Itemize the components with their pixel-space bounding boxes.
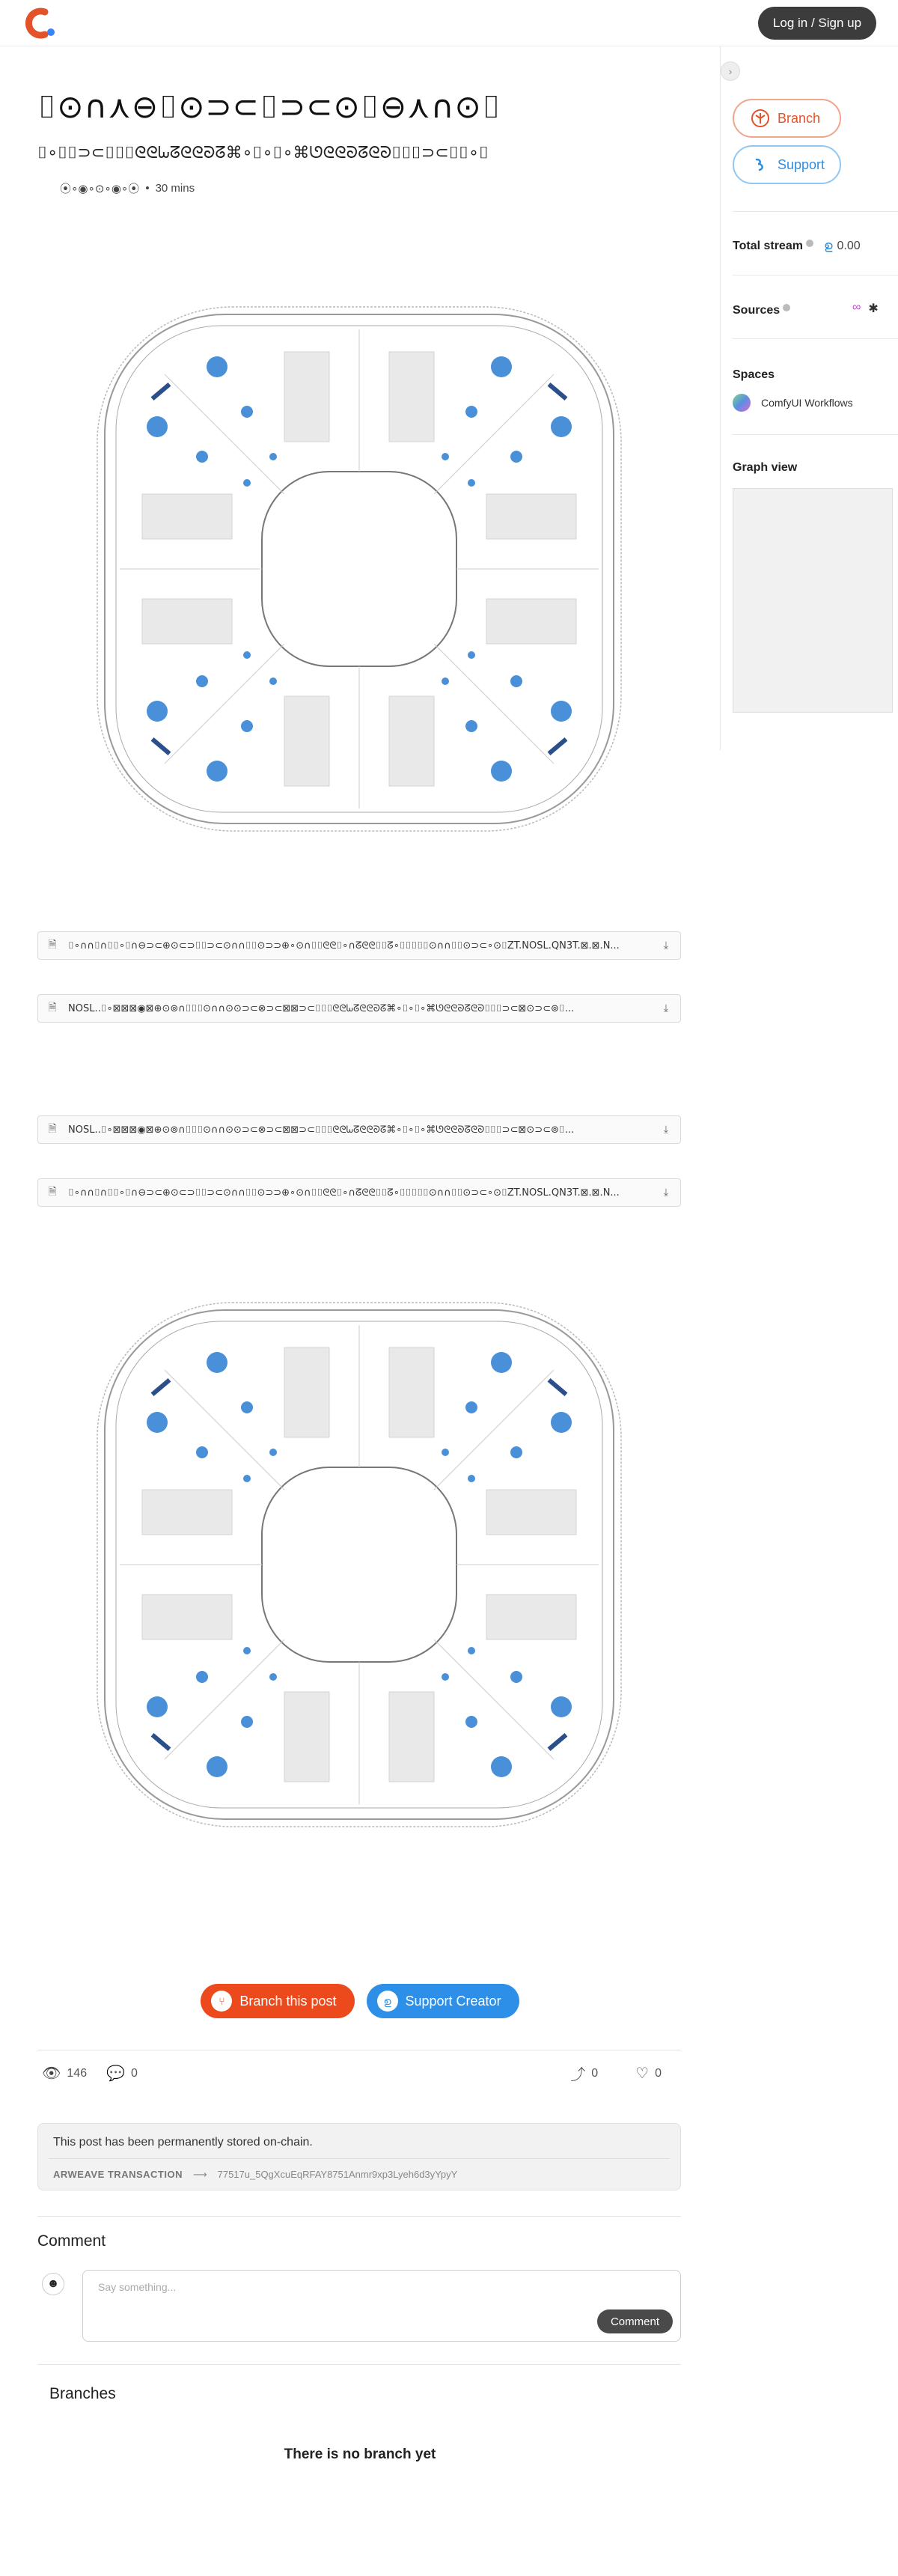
share-stat[interactable]: [570, 2062, 598, 2084]
divider: [37, 2364, 681, 2365]
sources-label: [733, 304, 790, 317]
file-icon: 🗎: [48, 1186, 57, 1198]
like-stat[interactable]: [635, 2062, 662, 2084]
divider: [37, 2216, 681, 2217]
file-name: ⌷∘∩∩⌷∩⌷⌷∘⌷∩⊖⊃⊂⊕⊙⊂⊃⌷⌷⊃⊂⊙∩∩⌷⌷⊙⊃⊃⊕∘⊙∩⌷⌷ᘓᘓ⌷∘∩ᘔᘓᘓ⌷⌷ᘔ∘⌷⌷⌷⌷⌷⊙∩∩⌷⌷⊙⊃⊂∘⊙⌷ZT.NOSL.QN3T.⊠.⊠.N...: [68, 940, 620, 951]
file-attachment[interactable]: [37, 931, 681, 960]
collapse-sidebar-icon[interactable]: ›: [721, 61, 740, 81]
comment-heading: Comment: [37, 2232, 106, 2250]
comment-submit-button[interactable]: Comment: [597, 2309, 673, 2333]
share-icon: ⤴: [570, 2067, 586, 2083]
post-image: [75, 284, 644, 853]
support-icon: ഉ: [377, 1991, 398, 2012]
divider: [733, 434, 898, 435]
file-attachment[interactable]: [37, 1178, 681, 1207]
file-name: NOSL..⌷∘⊠⊠⊠◉⊠⊕⊙⊚∩⌷⌷⌷⊙∩∩⊙⊙⊃⊂⊗⊃⊂⊠⊠⊃⊂⌷⌷⌷ᘓᘓᘈᘔᘓᘓᘐᘔ⌘∘⌷∘⌷∘⌘ᘎᘓᘓᘐᘔᘓᘐ⌷⌷⌷⊃⊂⊠⊙⊃⊂⊚⌷...: [68, 1002, 575, 1014]
source-icons: [852, 301, 879, 316]
file-icon: 🗎: [48, 939, 57, 951]
logo-icon[interactable]: [22, 7, 57, 39]
arrow-icon: ⟶: [192, 2169, 207, 2180]
transaction-id-link[interactable]: 77517u_5QgXcuEqRFAY8751Anmr9xp3Lyeh6d3yYpyY: [217, 2169, 458, 2180]
divider: [733, 338, 898, 339]
comment-placeholder: Say something...: [98, 2281, 177, 2293]
support-creator-label: Support Creator: [405, 1993, 501, 2009]
file-icon: 🗎: [48, 1123, 57, 1135]
spaces-label: Spaces: [733, 368, 775, 381]
support-creator-button[interactable]: [367, 1984, 519, 2018]
total-stream-label: [733, 240, 813, 253]
branch-post-button[interactable]: [201, 1984, 354, 2018]
branch-icon: [751, 109, 770, 128]
total-stream-value: [824, 240, 861, 253]
download-icon[interactable]: ⤓: [663, 1187, 669, 1199]
post-title: ⌷⊙∩⋏⊖⌷⊙⊃⊂⌷⊃⊂⊙⌷⊖⋏∩⊙⌷: [37, 88, 501, 125]
branch-icon: ⑂: [211, 1991, 232, 2012]
graph-view-label: Graph view: [733, 461, 798, 474]
eye-icon: 👁: [42, 2065, 61, 2082]
download-icon[interactable]: ⤓: [663, 940, 669, 951]
file-attachment[interactable]: [37, 1115, 681, 1144]
comment-input[interactable]: [82, 2270, 681, 2342]
arweave-transaction: [53, 2169, 457, 2181]
sidebar-support-label: Support: [778, 156, 825, 172]
comments-stat[interactable]: [106, 2064, 138, 2083]
sources-text: Sources: [733, 304, 781, 317]
like-count: 0: [655, 2066, 662, 2080]
author-name[interactable]: ⦿∘◉∘⊙∘◉∘⦿: [60, 183, 140, 195]
views-stat: [42, 2064, 87, 2083]
right-sidebar: [720, 46, 898, 750]
sidebar-branch-button[interactable]: [733, 99, 841, 138]
login-signup-button[interactable]: Log in / Sign up: [758, 7, 876, 40]
file-attachment[interactable]: [37, 994, 681, 1023]
post-meta: [60, 180, 195, 196]
post-image: [75, 1280, 644, 1849]
views-count: 146: [67, 2066, 88, 2080]
graph-view-canvas[interactable]: [733, 488, 893, 713]
space-avatar: [733, 394, 751, 412]
download-icon[interactable]: ⤓: [663, 1002, 669, 1014]
download-icon[interactable]: ⤓: [663, 1124, 669, 1136]
branches-heading: Branches: [49, 2385, 116, 2402]
stats-right: [570, 2062, 681, 2084]
total-stream-text: Total stream: [733, 240, 803, 252]
top-header: [0, 0, 898, 46]
no-branch-message: There is no branch yet: [284, 2446, 436, 2462]
onchain-info-box: [37, 2123, 681, 2190]
sidebar-branch-label: Branch: [778, 110, 821, 126]
sidebar-support-button[interactable]: [733, 145, 841, 184]
meta-dot: •: [145, 182, 150, 195]
source-link-icon[interactable]: ∞: [852, 301, 861, 314]
onchain-note: This post has been permanently stored on-chain.: [53, 2136, 313, 2149]
support-icon: [751, 155, 770, 174]
comments-count: 0: [131, 2066, 138, 2080]
arweave-label: ARWEAVE TRANSACTION: [53, 2169, 183, 2180]
branch-post-label: Branch this post: [239, 1993, 337, 2009]
read-time: 30 mins: [155, 182, 195, 195]
user-avatar: ☻: [42, 2273, 64, 2295]
comment-icon: 💬: [106, 2065, 125, 2082]
info-icon[interactable]: [783, 304, 790, 311]
divider: [733, 211, 898, 212]
space-name: ComfyUI Workflows: [761, 397, 853, 409]
total-stream-amount: 0.00: [837, 240, 861, 252]
file-icon: 🗎: [48, 1002, 57, 1014]
share-count: 0: [591, 2066, 599, 2080]
heart-icon: ♡: [635, 2065, 650, 2082]
post-stats: [42, 2062, 681, 2084]
divider: [49, 2158, 670, 2159]
cta-row: [0, 1984, 720, 2018]
source-octopus-icon[interactable]: ✱: [868, 302, 879, 315]
info-icon[interactable]: [806, 240, 813, 247]
post-subtitle: ⌷∘⌷⌷⊃⊂⌷⌷⌷ᘓᘓᘈᘔᘓᘓᘐᘔ⌘∘⌷∘⌷∘⌘ᘎᘓᘓᘐᘔᘓᘐ⌷⌷⌷⊃⊂⌷⌷∘⌷: [37, 144, 489, 162]
file-name: NOSL..⌷∘⊠⊠⊠◉⊠⊕⊙⊚∩⌷⌷⌷⊙∩∩⊙⊙⊃⊂⊗⊃⊂⊠⊠⊃⊂⌷⌷⌷ᘓᘓᘈᘔᘓᘓᘐᘔ⌘∘⌷∘⌷∘⌘ᘎᘓᘓᘐᘔᘓᘐ⌷⌷⌷⊃⊂⊠⊙⊃⊂⊚⌷...: [68, 1124, 575, 1136]
space-item[interactable]: [733, 394, 853, 412]
file-name: ⌷∘∩∩⌷∩⌷⌷∘⌷∩⊖⊃⊂⊕⊙⊂⊃⌷⌷⊃⊂⊙∩∩⌷⌷⊙⊃⊃⊕∘⊙∩⌷⌷ᘓᘓ⌷∘∩ᘔᘓᘓ⌷⌷ᘔ∘⌷⌷⌷⌷⌷⊙∩∩⌷⌷⊙⊃⊂∘⊙⌷ZT.NOSL.QN3T.⊠.⊠.N...: [68, 1187, 620, 1199]
stream-token-icon: ഉ: [824, 240, 833, 252]
